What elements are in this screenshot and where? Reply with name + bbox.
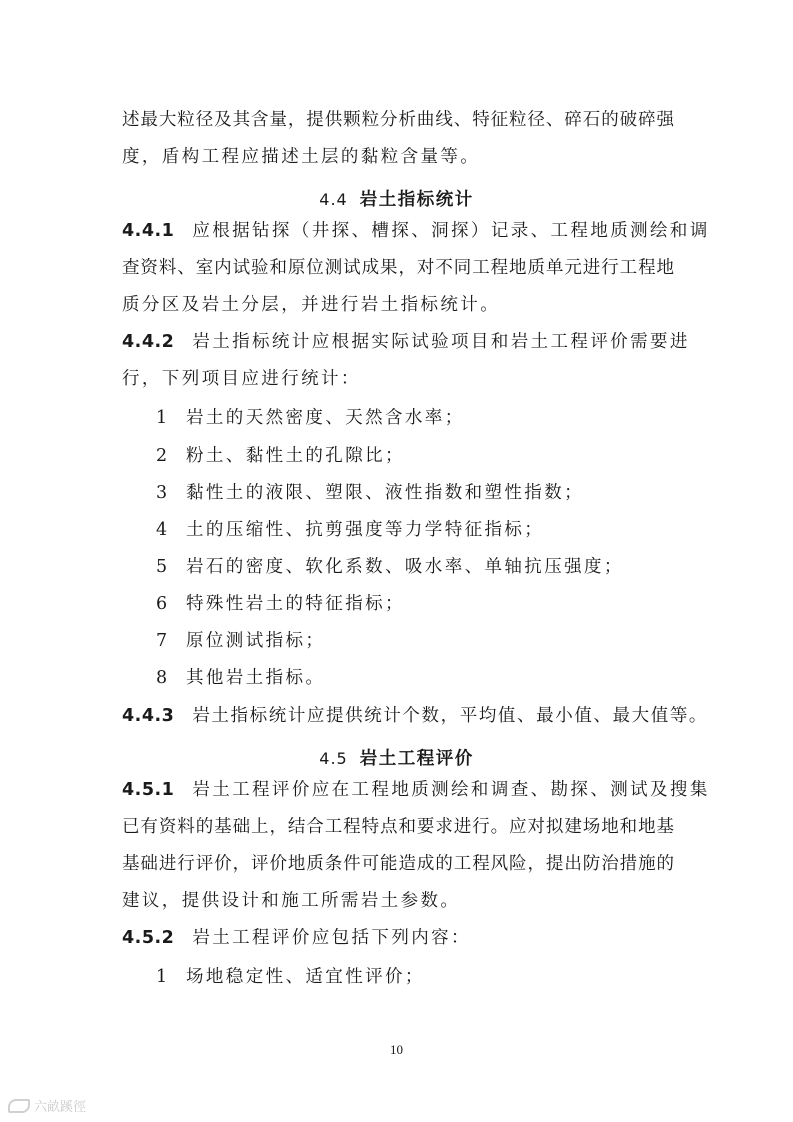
- paragraph-line: 质分区及岩土分层，并进行岩土指标统计。: [122, 295, 501, 315]
- paragraph-line: 度，盾构工程应描述土层的黏粒含量等。: [122, 147, 481, 167]
- list-item: 1 场地稳定性、适宜性评价；: [156, 967, 425, 987]
- list-item: 3 黏性土的液限、塑限、液性指数和塑性指数；: [156, 483, 584, 503]
- paragraph-line: 基础进行评价，评价地质条件可能造成的工程风险，提出防治措施的: [122, 854, 674, 874]
- paragraph-line: 述最大粒径及其含量，提供颗粒分析曲线、特征粒径、碎石的破碎强: [122, 110, 674, 130]
- paragraph-line: 行，下列项目应进行统计：: [122, 369, 361, 389]
- list-item: 1 岩土的天然密度、天然含水率；: [156, 408, 465, 428]
- clause-text: 岩土工程评价应在工程地质测绘和调查、勘探、测试及搜集: [192, 780, 710, 800]
- clause-number: 4.4.3: [122, 706, 175, 726]
- paragraph-line: 查资料、室内试验和原位测试成果，对不同工程地质单元进行工程地: [122, 258, 674, 278]
- section-heading-4-4: [0, 186, 793, 211]
- clause-4-5-1-line: [122, 782, 710, 800]
- list-item: 2 粉土、黏性土的孔隙比；: [156, 446, 405, 466]
- clause-4-4-2-line: [122, 334, 690, 352]
- clause-number: 4.5.2: [122, 928, 175, 948]
- clause-4-4-1-line: [122, 223, 710, 241]
- clause-text: 岩土指标统计应提供统计个数，平均值、最小值、最大值等。: [192, 706, 709, 726]
- clause-number: 4.4.1: [122, 221, 175, 241]
- watermark-text: 六畝蹊徑: [34, 1100, 87, 1115]
- section-title: 岩土指标统计: [359, 190, 474, 210]
- list-item: 7 原位测试指标；: [156, 631, 326, 651]
- list-item: 4 土的压缩性、抗剪强度等力学特征指标；: [156, 520, 545, 540]
- clause-number: 4.5.1: [122, 780, 175, 800]
- clause-number: 4.4.2: [122, 332, 175, 352]
- list-item: 6 特殊性岩土的特征指标；: [156, 594, 405, 614]
- list-item: 5 岩石的密度、软化系数、吸水率、单轴抗压强度；: [156, 557, 624, 577]
- watermark-logo-icon: [8, 1099, 30, 1113]
- watermark: [8, 1096, 86, 1115]
- section-title: 岩土工程评价: [359, 749, 474, 769]
- clause-text: 岩土指标统计应根据实际试验项目和岩土工程评价需要进: [192, 332, 690, 352]
- section-heading-4-5: [0, 745, 793, 770]
- section-number: 4.5: [319, 749, 348, 768]
- clause-4-4-3-line: [122, 708, 708, 726]
- paragraph-line: 建议，提供设计和施工所需岩土参数。: [122, 891, 461, 911]
- section-number: 4.4: [319, 190, 348, 209]
- clause-4-5-2-line: [122, 930, 471, 948]
- page-number: 10: [390, 1042, 403, 1057]
- clause-text: 岩土工程评价应包括下列内容：: [192, 928, 471, 948]
- list-item: 8 其他岩土指标。: [156, 668, 326, 688]
- clause-text: 应根据钻探（井探、槽探、洞探）记录、工程地质测绘和调: [192, 221, 710, 241]
- paragraph-line: 已有资料的基础上，结合工程特点和要求进行。应对拟建场地和地基: [122, 817, 674, 837]
